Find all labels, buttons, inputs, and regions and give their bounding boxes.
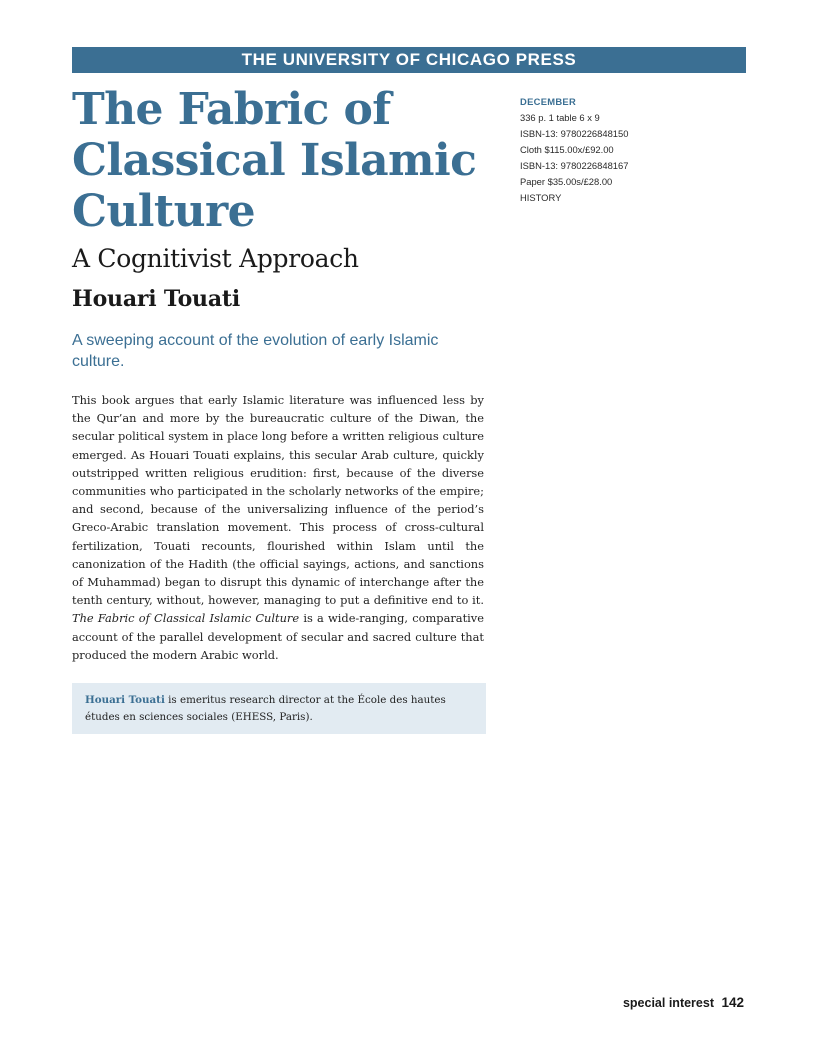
footer-section: special interest — [622, 996, 714, 1010]
book-description — [72, 391, 484, 664]
page-number: 142 — [721, 995, 744, 1010]
publication-season: DECEMBER — [520, 96, 577, 107]
price-cloth: Cloth $115.00x/£92.00 — [520, 144, 614, 155]
isbn-paper: ISBN-13: 9780226848167 — [520, 160, 629, 171]
book-title: The Fabric of Classical Islamic Culture — [72, 84, 477, 237]
book-subtitle: A Cognitivist Approach — [72, 244, 359, 273]
description-title-reference: The Fabric of Classical Islamic Culture — [72, 611, 300, 626]
page-footer — [623, 995, 744, 1010]
price-paper: Paper $35.00s/£28.00 — [520, 176, 613, 187]
description-end: is a wide-ranging, comparative account of the parallel development of secular and sacred culture that produced the modern Arabic world. — [72, 611, 484, 662]
book-author: Houari Touati — [72, 286, 241, 312]
subject-category: HISTORY — [520, 192, 562, 203]
bio-text: is emeritus research director at the École des hautes études en sciences sociales (EHESS, Paris). — [85, 694, 446, 723]
book-metadata — [520, 94, 720, 206]
bio-author-name: Houari Touati — [85, 694, 165, 706]
isbn-cloth: ISBN-13: 9780226848150 — [520, 128, 629, 139]
publisher-banner: THE UNIVERSITY OF CHICAGO PRESS — [72, 47, 746, 73]
author-bio — [72, 683, 486, 734]
book-tagline: A sweeping account of the evolution of early Islamic culture. — [72, 332, 439, 370]
description-intro: This book argues that early Islamic literature was influenced less by the Qur’an and more by the bureaucratic culture of the Diwan, the secular political system in place long before a written religious culture emerged. As Houari Touati explains, this secular Arab culture, quickly outstripped written religious erudition: first, because of the diverse communities who participated in the scholarly networks of the empire; and second, because of the universalizing influence of the period’s Greco-Arabic translation movement. This process of cross-cultural fertilization, Touati recounts, flourished within Islam until the canonization of the Hadith (the official sayings, actions, and sanctions of Muhammad) began to disrupt this dynamic of interchange after the tenth century, without, however, managing to put a definitive end to it. — [72, 393, 484, 608]
page-count: 336 p. 1 table 6 x 9 — [520, 112, 600, 123]
